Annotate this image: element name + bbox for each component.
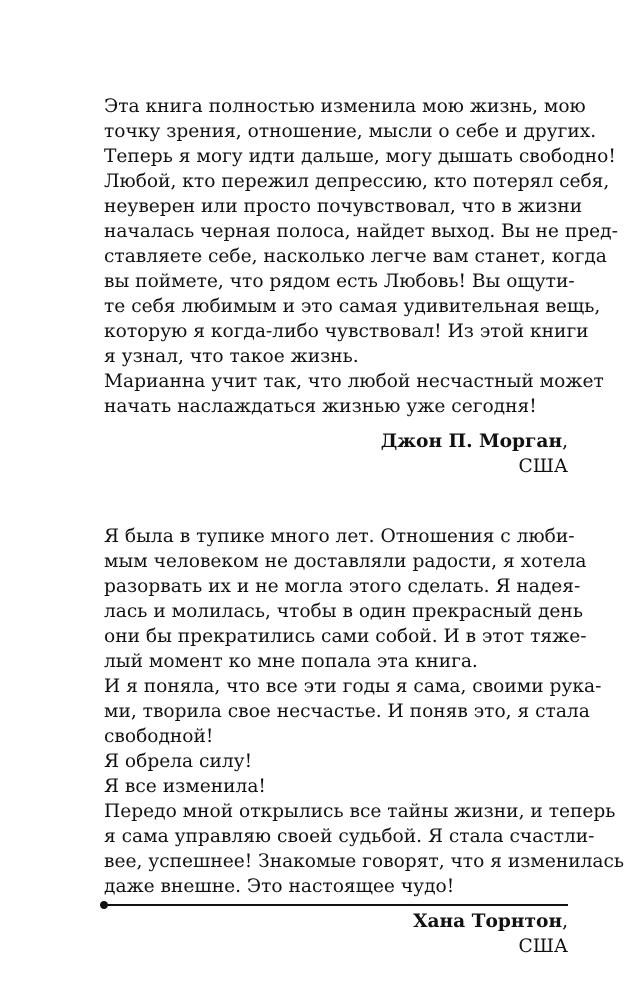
author-name: Хана Торнтон: [413, 911, 563, 932]
testimonial-morgan: [104, 94, 618, 479]
footer-rule: [104, 904, 568, 906]
footer-rule-dot: [100, 901, 108, 909]
testimonial-thornton: [104, 524, 625, 959]
text-line: началась черная полоса, найдет выход. Вы не пред-: [104, 221, 618, 242]
text-line: Передо мной открылись все тайны жизни, и теперь: [104, 801, 616, 822]
text-line: Марианна учит так, что любой несчастный может: [104, 371, 604, 392]
text-line: вее, успешнее! Знакомые говорят, что я изменилась: [104, 851, 625, 872]
author-country: США: [518, 936, 568, 957]
testimonial-text: [104, 524, 625, 899]
text-line: разорвать их и не могла этого сделать. Я надея-: [104, 576, 581, 597]
text-line: лась и молилась, чтобы в один прекрасный день: [104, 601, 583, 622]
text-line: они бы прекратились сами собой. И в этот тяже-: [104, 626, 587, 647]
signature: [104, 909, 568, 959]
text-line: ставляете себе, насколько легче вам станет, когда: [104, 246, 607, 267]
text-line: я узнал, что такое жизнь.: [104, 346, 359, 367]
text-line: Я была в тупике много лет. Отношения с люби-: [104, 526, 575, 547]
text-line: Эта книга полностью изменила мою жизнь, мою: [104, 96, 586, 117]
text-line: И я поняла, что все эти годы я сама, своими рука-: [104, 676, 602, 697]
author-country: США: [518, 456, 568, 477]
text-line: Любой, кто пережил депрессию, кто потерял себя,: [104, 171, 610, 192]
text-line: Я обрела силу!: [104, 751, 253, 772]
comma: ,: [562, 911, 568, 932]
text-line: неуверен или просто почувствовал, что в жизни: [104, 196, 583, 217]
page-content: [104, 94, 625, 959]
text-line: даже внешне. Это настоящее чудо!: [104, 876, 455, 897]
text-line: лый момент ко мне попала эта книга.: [104, 651, 478, 672]
text-line: я сама управляю своей судьбой. Я стала счастли-: [104, 826, 595, 847]
text-line: начать наслаждаться жизнью уже сегодня!: [104, 396, 537, 417]
text-line: мым человеком не доставляли радости, я хотела: [104, 551, 587, 572]
text-line: которую я когда-либо чувствовал! Из этой книги: [104, 321, 589, 342]
text-line: Я все изменила!: [104, 776, 266, 797]
text-line: вы поймете, что рядом есть Любовь! Вы ощути-: [104, 271, 575, 292]
spacer: [104, 479, 568, 524]
signature: [104, 429, 568, 479]
text-line: ми, творила свое несчастье. И поняв это, я стала: [104, 701, 590, 722]
comma: ,: [562, 431, 568, 452]
author-name: Джон П. Морган: [380, 431, 563, 452]
text-line: Теперь я могу идти дальше, могу дышать свободно!: [104, 146, 616, 167]
text-line: те себя любимым и это самая удивительная вещь,: [104, 296, 601, 317]
text-line: точку зрения, отношение, мысли о себе и других.: [104, 121, 597, 142]
text-line: свободной!: [104, 726, 214, 747]
testimonial-text: [104, 94, 618, 419]
